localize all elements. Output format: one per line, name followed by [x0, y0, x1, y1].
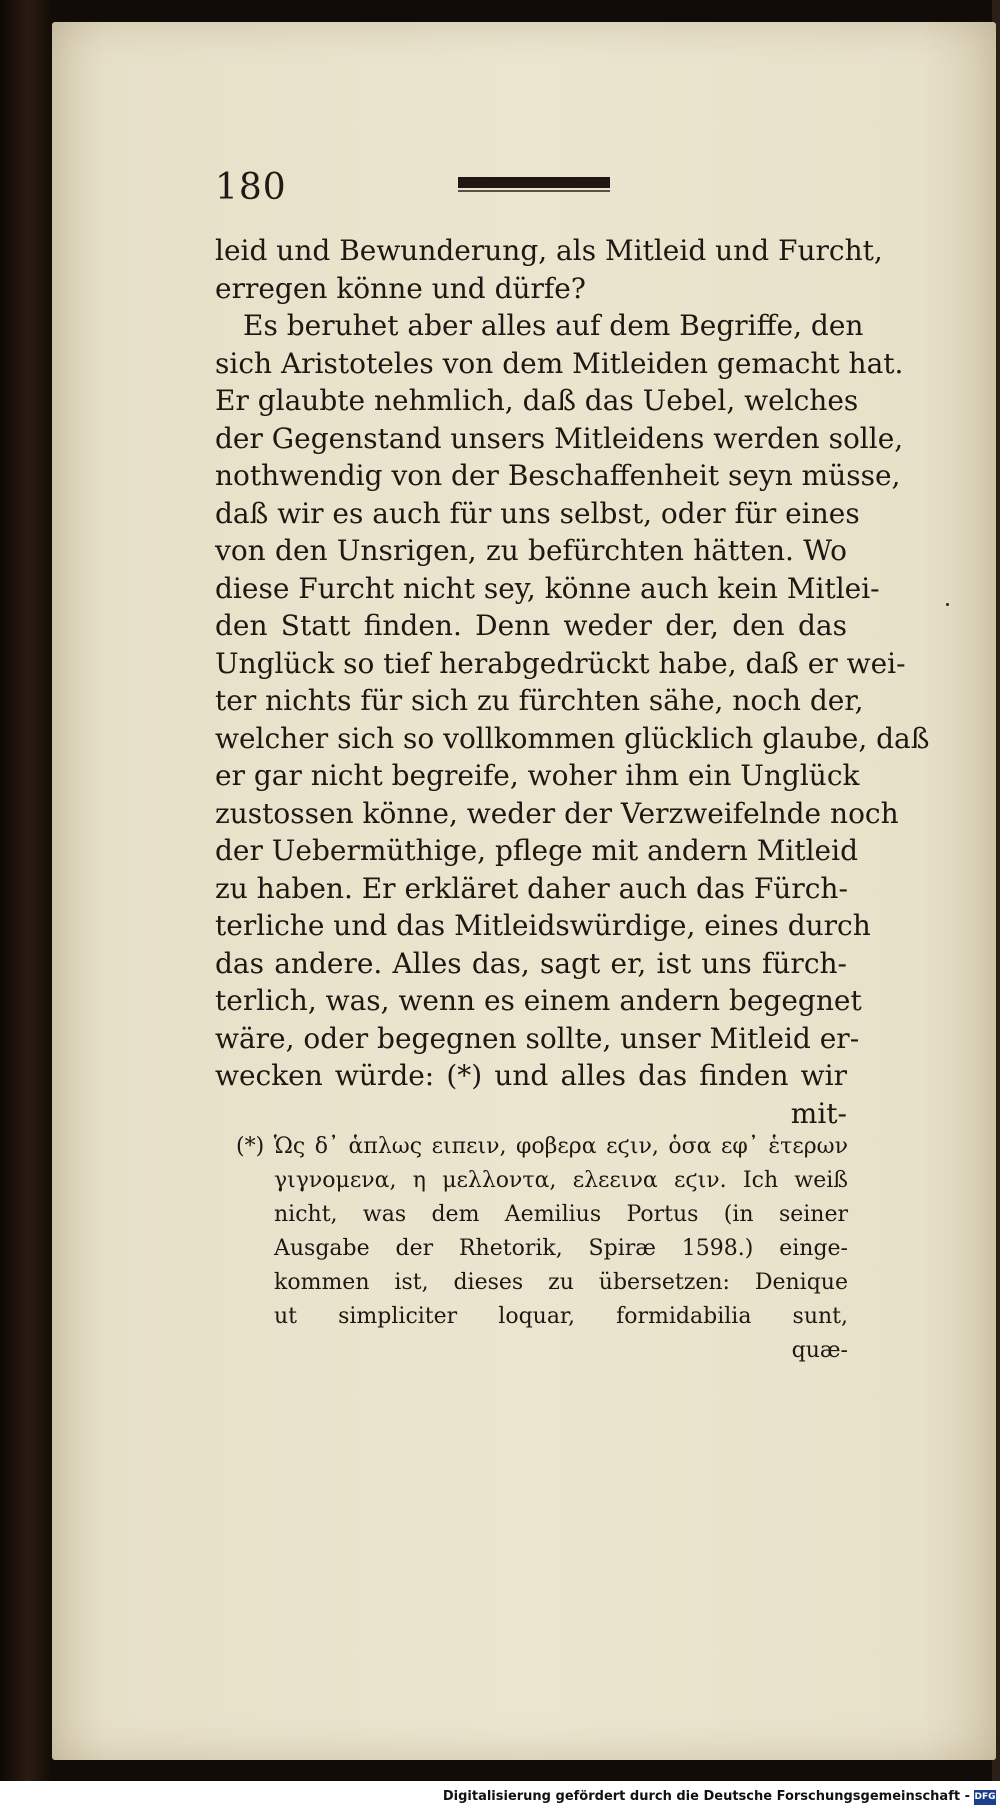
text-line: nothwendig von der Beschaffenheit seyn müsse, [215, 459, 901, 492]
footnote [236, 1130, 848, 1368]
header-rule [458, 177, 610, 188]
text-line: der Uebermüthige, pflege mit andern Mitleid [215, 834, 858, 867]
digitization-footer [0, 1781, 1000, 1811]
text-line: ter nichts für sich zu fürchten sähe, noch der, [215, 684, 864, 717]
text-line: den Statt finden. Denn weder der, den das [215, 609, 847, 642]
footnote-catchword: quæ- [791, 1338, 848, 1363]
text-line: welcher sich so vollkommen glücklich glaube, daß [215, 721, 930, 755]
text-line: terliche und das Mitleidswürdige, eines durch [215, 909, 871, 942]
footnote-line: (*) Ὡς δ᾽ ἁπλως ειπειν, φοβερα εϛιν, ὁσα εφ᾽ ἑτερων [236, 1134, 848, 1159]
text-line: daß wir es auch für uns selbst, oder für eines [215, 496, 860, 530]
text-line: von den Unsrigen, zu befürchten hätten. Wo [215, 534, 847, 567]
text-line: Er glaubte nehmlich, daß das Uebel, welches [215, 384, 859, 417]
text-line: er gar nicht begreife, woher ihm ein Unglück [215, 759, 860, 792]
book-spine [0, 0, 52, 1811]
text-line: Unglück so tief herabgedrückt habe, daß er wei- [215, 646, 906, 680]
text-line: leid und Bewunderung, als Mitleid und Furcht, [215, 234, 883, 267]
catchword: mit- [790, 1096, 847, 1130]
text-line: erregen könne und dürfe? [215, 271, 586, 305]
footnote-line: Ausgabe der Rhetorik, Spiræ 1598.) einge- [274, 1236, 848, 1261]
footnote-line: γιγνομενα, η μελλοντα, ελεεινα εϛιν. Ich weiß [274, 1168, 848, 1193]
text-line: sich Aristoteles von dem Mitleiden gemacht hat. [215, 346, 904, 380]
text-line: das andere. Alles das, sagt er, ist uns fürch- [215, 946, 847, 980]
footnote-line: kommen ist, dieses zu übersetzen: Denique [274, 1270, 848, 1295]
body-text [215, 232, 930, 1132]
text-line: der Gegenstand unsers Mitleidens werden solle, [215, 421, 904, 455]
footnote-line: nicht, was dem Aemilius Portus (in seiner [274, 1202, 848, 1227]
footer-credit: Digitalisierung gefördert durch die Deutsche Forschungsgemeinschaft - [442, 1789, 970, 1804]
text-line: terlich, was, wenn es einem andern begegnet [215, 984, 862, 1017]
footnote-line: ut simpliciter loquar, formidabilia sunt, [274, 1304, 848, 1329]
text-line: wecken würde: (*) und alles das finden wir [215, 1059, 847, 1092]
text-line: wäre, oder begegnen sollte, unser Mitleid er- [215, 1021, 860, 1055]
dfg-logo: DFG [974, 1790, 996, 1805]
text-line: zu haben. Er erkläret daher auch das Fürch- [215, 871, 848, 905]
text-line: Es beruhet aber alles auf dem Begriffe, den [243, 309, 864, 342]
text-line: zustossen könne, weder der Verzweifelnde noch [215, 796, 899, 830]
page-number: 180 [215, 167, 287, 208]
paper-speck [946, 603, 949, 606]
text-line: diese Furcht nicht sey, könne auch kein Mitlei- [215, 571, 880, 605]
